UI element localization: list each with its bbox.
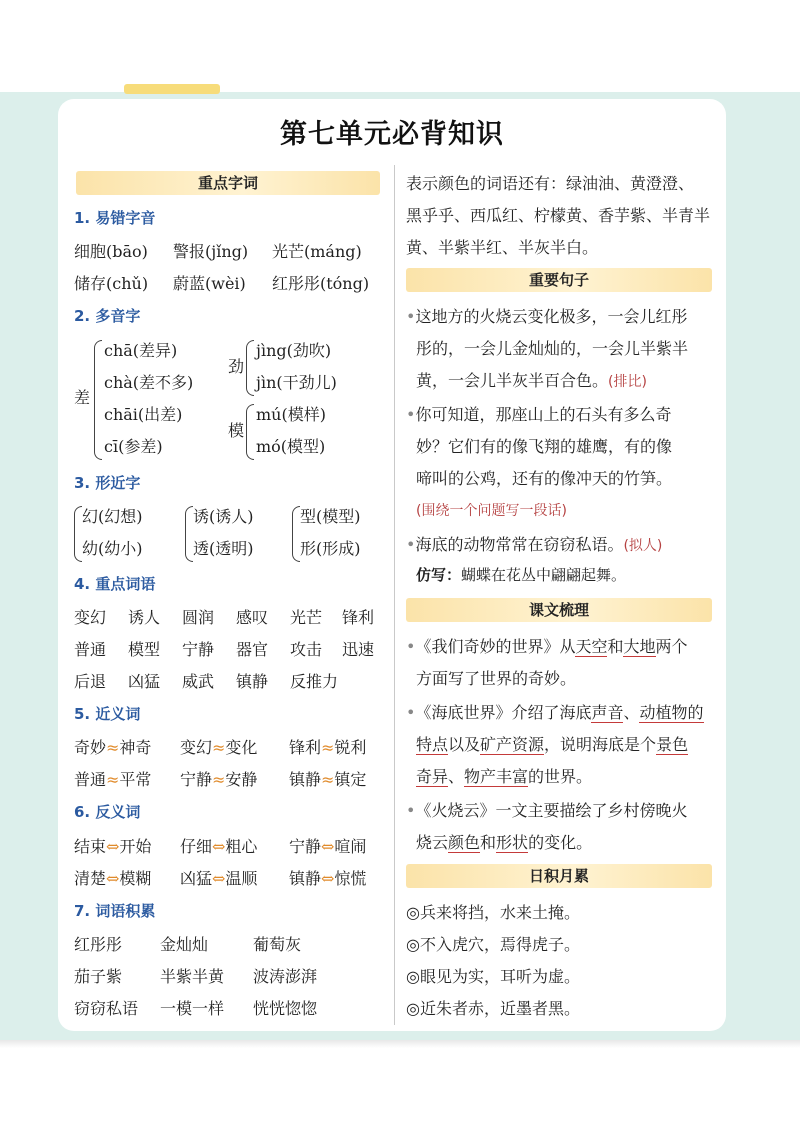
proverb: ◎眼见为实，耳听为虚。 [406, 967, 580, 986]
accumulated-word: 一模一样 [160, 999, 225, 1018]
accumulated-word: 窃窃私语 [74, 999, 139, 1018]
review-line: 烧云颜色和形状的变化。 [416, 833, 593, 852]
heading-synonyms: 5. 近义词 [74, 705, 141, 723]
polyphone-reading: jìn(干劲儿) [256, 373, 337, 392]
sentence-note: (围绕一个问题写一段话) [416, 503, 567, 519]
antonym-pair: 镇静⇔惊慌 [289, 869, 367, 888]
word-item: 细胞(bāo) [74, 242, 148, 261]
column-divider [394, 165, 395, 1025]
similar-char: 幻(幻想) [82, 507, 143, 526]
phrase: 器官 [236, 640, 269, 659]
heading-polyphones: 2. 多音字 [74, 307, 141, 325]
polyphone-reading: mú(模样) [256, 405, 326, 424]
polyphone-reading: mó(模型) [256, 437, 326, 456]
proverb: ◎近朱者赤，近墨者黑。 [406, 999, 580, 1018]
section-daily-accumulation: 日积月累 [406, 864, 712, 888]
accumulated-word: 波涛澎湃 [253, 967, 318, 986]
phrase: 后退 [74, 672, 107, 691]
polyphone-char: 差 [74, 388, 91, 407]
brace [74, 506, 82, 562]
brace [292, 506, 300, 562]
brace [185, 506, 193, 562]
phrase: 感叹 [236, 608, 269, 627]
accumulated-word: 葡萄灰 [253, 935, 302, 954]
similar-char: 幼(幼小) [82, 539, 143, 558]
word-item: 红彤彤(tóng) [272, 274, 370, 293]
phrase: 普通 [74, 640, 107, 659]
antonym-pair: 凶猛⇔温顺 [180, 869, 258, 888]
polyphone-char: 模 [228, 421, 245, 440]
word-item: 蔚蓝(wèi) [173, 274, 246, 293]
sentence-line: 啼叫的公鸡，还有的像冲天的竹笋。 [416, 469, 673, 488]
antonym-pair: 结束⇔开始 [74, 837, 152, 856]
synonym-pair: 宁静≈安静 [180, 770, 258, 789]
similar-char: 形(形成) [300, 539, 361, 558]
colors-intro-line: 黑乎乎、西瓜红、柠檬黄、香芋紫、半青半 [406, 206, 711, 225]
heading-word-accumulation: 7. 词语积累 [74, 902, 156, 920]
phrase: 威武 [182, 672, 215, 691]
antonym-pair: 清楚⇔模糊 [74, 869, 152, 888]
word-item: 储存(chǔ) [74, 274, 149, 293]
sentence-line: •海底的动物常常在窃窃私语。(拟人) [406, 535, 663, 554]
brace [246, 340, 254, 396]
heading-antonyms: 6. 反义词 [74, 803, 141, 821]
phrase: 锋利 [342, 608, 375, 627]
synonym-pair: 奇妙≈神奇 [74, 738, 152, 757]
word-item: 光芒(máng) [272, 242, 362, 261]
phrase: 圆润 [182, 608, 215, 627]
phrase: 凶猛 [128, 672, 161, 691]
page-title: 第七单元必背知识 [280, 119, 504, 150]
heading-pronunciation: 1. 易错字音 [74, 209, 156, 227]
review-line: •《火烧云》一文主要描绘了乡村傍晚火 [406, 801, 688, 820]
word-item: 警报(jǐng) [173, 242, 249, 261]
polyphone-reading: chā(差异) [104, 341, 178, 360]
review-line: •《我们奇妙的世界》从天空和大地两个 [406, 637, 688, 656]
phrase: 变幻 [74, 608, 107, 627]
phrase: 迅速 [342, 640, 375, 659]
accumulated-word: 金灿灿 [160, 935, 209, 954]
heading-key-phrases: 4. 重点词语 [74, 575, 156, 593]
proverb: ◎兵来将挡，水来土掩。 [406, 903, 580, 922]
phrase: 反推力 [290, 672, 339, 691]
phrase: 宁静 [182, 640, 215, 659]
review-line: 奇异、物产丰富的世界。 [416, 767, 593, 786]
phrase: 诱人 [128, 608, 161, 627]
accumulated-word: 茄子紫 [74, 967, 123, 986]
polyphone-char: 劲 [228, 357, 245, 376]
sentence-line: •这地方的火烧云变化极多，一会儿红彤 [406, 307, 688, 326]
phrase: 光芒 [290, 608, 323, 627]
review-line: 方面写了世界的奇妙。 [416, 669, 577, 688]
review-line: 特点以及矿产资源，说明海底是个景色 [416, 735, 689, 754]
sentence-line: 彤的，一会儿金灿灿的，一会儿半紫半 [416, 339, 689, 358]
antonym-pair: 宁静⇔喧闹 [289, 837, 367, 856]
section-key-words: 重点字词 [76, 171, 380, 195]
similar-char: 诱(诱人) [193, 507, 254, 526]
similar-char: 型(模型) [300, 507, 361, 526]
polyphone-reading: chāi(出差) [104, 405, 183, 424]
section-text-review: 课文梳理 [406, 598, 712, 622]
accumulated-word: 半紫半黄 [160, 967, 225, 986]
imitation-line: 仿写：蝴蝶在花丛中翩翩起舞。 [416, 566, 627, 584]
synonym-pair: 锋利≈锐利 [289, 738, 367, 757]
polyphone-reading: chà(差不多) [104, 373, 194, 392]
colors-intro-line: 表示颜色的词语还有：绿油油、黄澄澄、 [406, 174, 695, 193]
phrase: 攻击 [290, 640, 323, 659]
colors-intro-line: 黄、半紫半红、半灰半白。 [406, 238, 599, 257]
accumulated-word: 红彤彤 [74, 935, 123, 954]
antonym-pair: 仔细⇔粗心 [180, 837, 258, 856]
sentence-line: 妙？它们有的像飞翔的雄鹰，有的像 [416, 437, 673, 456]
section-important-sentences: 重要句子 [406, 268, 712, 292]
phrase: 镇静 [236, 672, 269, 691]
similar-char: 透(透明) [193, 539, 254, 558]
phrase: 模型 [128, 640, 161, 659]
bottom-shadow [0, 1040, 800, 1048]
review-line: •《海底世界》介绍了海底声音、动植物的 [406, 703, 704, 722]
sentence-line: 黄，一会儿半灰半百合色。(排比) [416, 371, 647, 390]
sentence-line: •你可知道，那座山上的石头有多么奇 [406, 405, 672, 424]
synonym-pair: 变幻≈变化 [180, 738, 258, 757]
heading-similar-chars: 3. 形近字 [74, 474, 141, 492]
brace [94, 340, 102, 460]
polyphone-reading: jìng(劲吹) [256, 341, 332, 360]
tab-decoration [124, 84, 220, 94]
proverb: ◎不入虎穴，焉得虎子。 [406, 935, 580, 954]
synonym-pair: 普通≈平常 [74, 770, 152, 789]
synonym-pair: 镇静≈镇定 [289, 770, 367, 789]
polyphone-reading: cī(参差) [104, 437, 163, 456]
brace [246, 404, 254, 460]
accumulated-word: 恍恍惚惚 [253, 999, 318, 1018]
